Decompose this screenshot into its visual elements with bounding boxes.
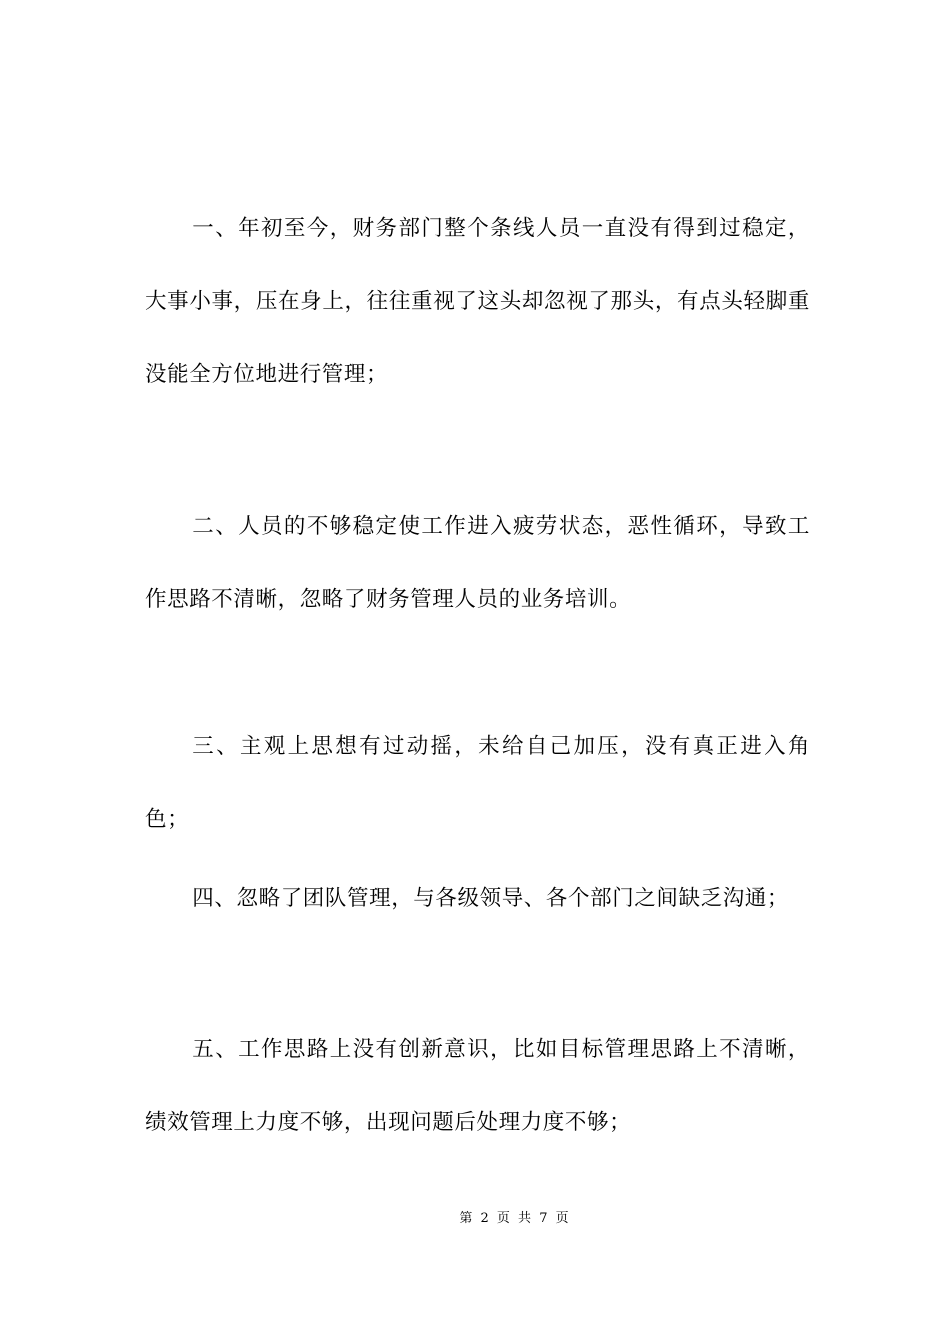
paragraph-4: 四、忽略了团队管理，与各级领导、各个部门之间缺乏沟通； [192, 886, 789, 911]
paragraph-1: 一、年初至今，财务部门整个条线人员一直没有得到过稳定，大事小事，压在身上，往往重视了这头却忽视了那头，有点头轻脚重没能全方位地进行管理； [145, 216, 810, 387]
paragraph-2: 二、人员的不够稳定使工作进入疲劳状态，恶性循环，导致工作思路不清晰，忽略了财务管理人员的业务培训。 [145, 514, 810, 612]
page-number-footer: 第 2 页 共 7 页 [459, 1211, 571, 1226]
paragraph-5: 五、工作思路上没有创新意识，比如目标管理思路上不清晰，绩效管理上力度不够，出现问题后处理力度不够； [145, 1037, 810, 1135]
paragraph-3: 三、主观上思想有过动摇，未给自己加压，没有真正进入角色； [145, 734, 810, 832]
